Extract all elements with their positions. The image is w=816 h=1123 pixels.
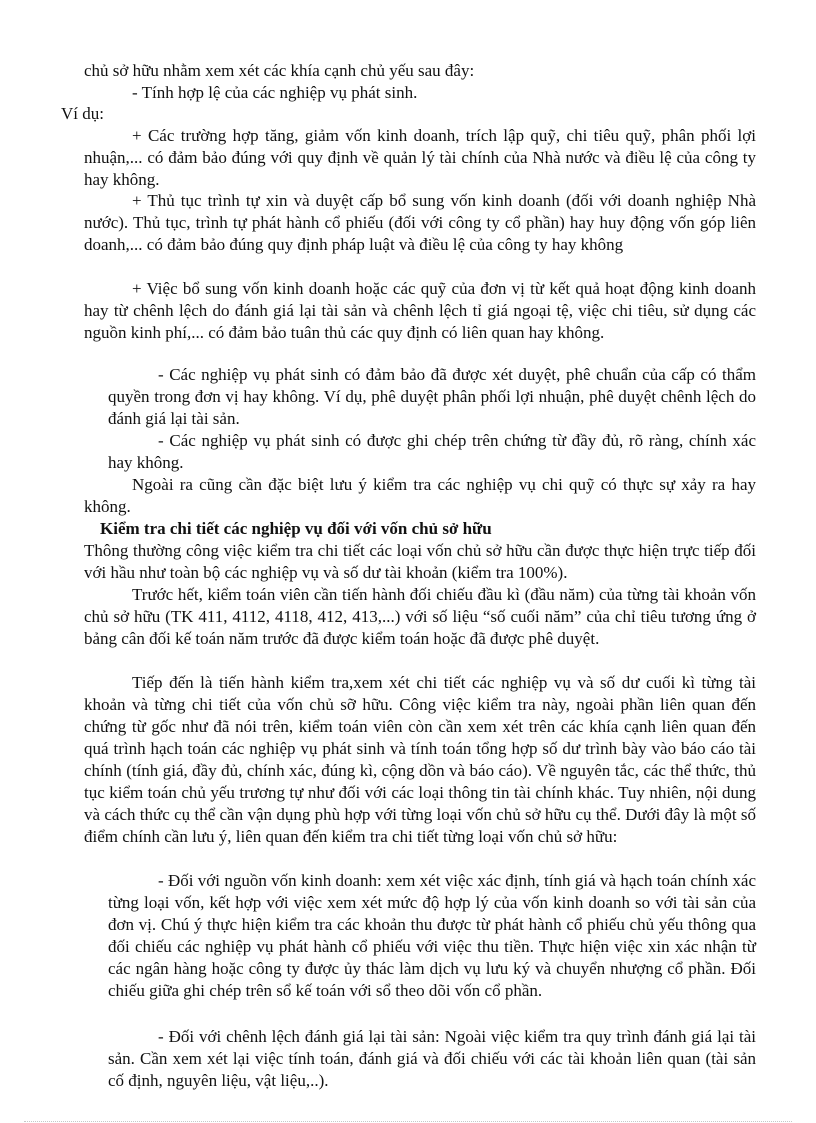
paragraph-example-2: + Thủ tục trình tự xin và duyệt cấp bổ sung vốn kinh doanh (đối với doanh nghiệp Nhà nước). Thủ tục, trình tự phát hành cổ phiếu (đối với công ty cổ phần) hay huy động vốn góp liên doanh,... có đảm bảo đúng quy định pháp luật và điều lệ của công ty hay không xyxy=(84,191,756,254)
paragraph-opening-balance: Trước hết, kiểm toán viên cần tiến hành đối chiếu đầu kì (đầu năm) của từng tài khoản vốn chủ sở hữu (TK 411, 4112, 4118, 412, 413,...) với số liệu “số cuối năm” của chỉ tiêu tương ứng ở bảng cân đối kế toán năm trước đã được kiểm toán hoặc đã được phê duyệt. xyxy=(84,585,756,648)
paragraph-legality: - Tính hợp lệ của các nghiệp vụ phát sinh. xyxy=(132,83,418,102)
paragraph-example-1: + Các trường hợp tăng, giảm vốn kinh doanh, trích lập quỹ, chi tiêu quỹ, phân phối lợi nhuận,... có đảm bảo đúng với quy định về quản lý tài chính của Nhà nước và điều lệ của công ty hay không. xyxy=(84,126,756,189)
paragraph-bullet-approval: - Các nghiệp vụ phát sinh có đảm bảo đã được xét duyệt, phê chuẩn của cấp có thẩm quyền trong đơn vị hay không. Ví dụ, phê duyệt phân phối lợi nhuận, phê duyệt chênh lệch do đánh giá lại tài sản. xyxy=(108,365,756,428)
paragraph-bullet-business-capital: - Đối với nguồn vốn kinh doanh: xem xét việc xác định, tính giá và hạch toán chính xác từng loại vốn, kết hợp với việc xem xét mức độ hợp lý của vốn kinh doanh so với tài sản của đơn vị. Chú ý thực hiện kiểm tra các khoản thu được từ phát hành cổ phiếu chủ yếu thông qua đối chiếu các nghiệp vụ phát hành cổ phiếu với việc thu tiền. Thực hiện việc xin xác nhận từ các ngân hàng hoặc công ty được ủy thác làm dịch vụ lưu ký và chuyển nhượng cổ phần. Đối chiếu giữa ghi chép trên sổ kế toán với sổ theo dõi vốn cổ phần. xyxy=(108,871,756,1000)
page-bottom-divider xyxy=(24,1121,792,1122)
paragraph-fund-check: Ngoài ra cũng cần đặc biệt lưu ý kiểm tra các nghiệp vụ chi quỹ có thực sự xảy ra hay không. xyxy=(84,475,756,516)
paragraph-continuation: chủ sở hữu nhằm xem xét các khía cạnh chủ yếu sau đây: xyxy=(84,61,475,80)
paragraph-usual-practice: Thông thường công việc kiểm tra chi tiết các loại vốn chủ sở hữu cần được thực hiện trực tiếp đối với hầu như toàn bộ các nghiệp vụ và số dư tài khoản (kiểm tra 100%). xyxy=(84,541,756,582)
paragraph-bullet-revaluation: - Đối với chênh lệch đánh giá lại tài sản: Ngoài việc kiểm tra quy trình đánh giá lại tài sản. Cần xem xét lại việc tính toán, đánh giá và đối chiếu với các tài khoản liên quan (tài sản cố định, nguyên liệu, vật liệu,..). xyxy=(108,1027,756,1090)
paragraph-example-label: Ví dụ: xyxy=(61,104,104,123)
paragraph-bullet-documents: - Các nghiệp vụ phát sinh có được ghi chép trên chứng từ đầy đủ, rõ ràng, chính xác hay không. xyxy=(108,431,756,472)
section-heading: Kiểm tra chi tiết các nghiệp vụ đối với vốn chủ sở hữu xyxy=(100,519,492,538)
paragraph-example-3: + Việc bổ sung vốn kinh doanh hoặc các quỹ của đơn vị từ kết quả hoạt động kinh doanh hay từ chênh lệch do đánh giá lại tài sản và chênh lệch tỉ giá ngoại tệ, việc chi tiêu, sử dụng các nguồn kinh phí,... có đảm bảo tuân thủ các quy định có liên quan hay không. xyxy=(84,279,756,342)
paragraph-detailed-check: Tiếp đến là tiến hành kiểm tra,xem xét chi tiết các nghiệp vụ và số dư cuối kì từng tài khoản và từng chi tiết của vốn chủ sỡ hữu. Công việc kiểm tra này, ngoài phần liên quan đến chứng từ gốc như đã nói trên, kiểm toán viên còn cần xem xét trên các khía cạnh liên quan đến quá trình hạch toán các nghiệp vụ phát sinh và tính toán tổng hợp số dư trình bày vào báo cáo tài chính (tính giá, đầy đủ, chính xác, đúng kì, cộng dồn và báo cáo). Về nguyên tắc, các thể thức, thủ tục kiểm toán chủ yếu trương tự như đối với các loại thông tin tài chính khác. Tuy nhiên, nội dung và cách thức cụ thể cần vận dụng phù hợp với từng loại vốn chủ sở hữu cụ thể. Dưới đây là một số điểm chính cần lưu ý, liên quan đến kiểm tra chi tiết từng loại vốn chủ sở hữu: xyxy=(84,673,756,846)
